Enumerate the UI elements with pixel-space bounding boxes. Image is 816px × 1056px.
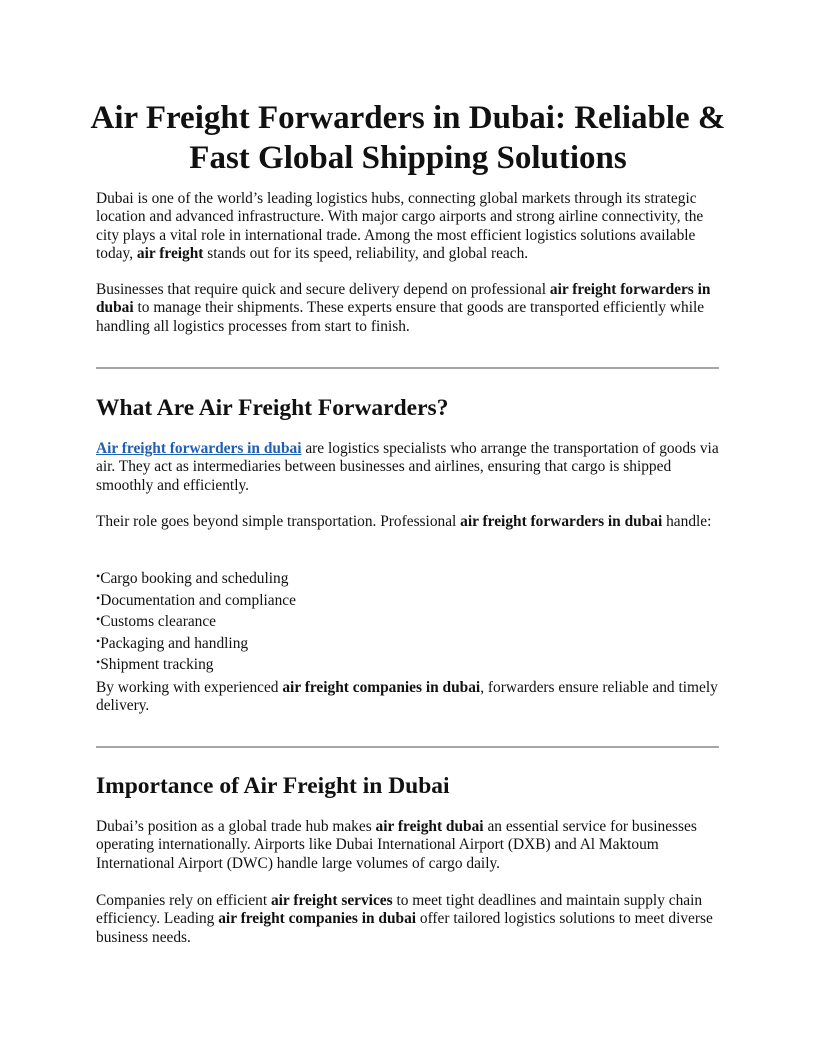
bold-term: air freight dubai bbox=[375, 818, 484, 835]
section1-paragraph-3 bbox=[96, 679, 726, 716]
list-item bbox=[96, 632, 296, 654]
section-divider bbox=[96, 746, 719, 748]
bullet-icon: • bbox=[96, 633, 101, 648]
bullet-icon: • bbox=[96, 612, 101, 626]
text-run: handle: bbox=[662, 513, 712, 530]
list-item-text: Customs clearance bbox=[100, 613, 217, 630]
text-run: an essential service for businesses operating internationally. Airports like Dubai International Airport (DXB) and Al Maktoum International Airport (DWC) handle large volumes of cargo daily. bbox=[96, 818, 697, 872]
bold-term: air freight forwarders in dubai bbox=[460, 513, 663, 530]
text-run: By working with experienced bbox=[96, 679, 283, 696]
text-run: offer tailored logistics solutions to meet diverse business needs. bbox=[96, 910, 713, 946]
list-item bbox=[96, 610, 296, 632]
bullet-icon: • bbox=[96, 569, 101, 583]
text-run: to manage their shipments. These experts ensure that goods are transported efficiently while handling all logistics processes from start to finish. bbox=[96, 299, 705, 335]
bold-term: air freight companies in dubai bbox=[282, 679, 481, 696]
list-item bbox=[96, 589, 296, 611]
bold-term: air freight services bbox=[270, 892, 393, 909]
text-run: Dubai is one of the world’s leading logistics hubs, connecting global markets through its strategic location and advanced infrastructure. With major cargo airports and strong airline connectivity, the city plays a vital role in international trade. Among the most efficient logistics solutions available today, bbox=[96, 190, 704, 262]
text-run: Businesses that require quick and secure delivery depend on professional bbox=[96, 281, 550, 298]
intro-paragraph-2 bbox=[96, 281, 726, 336]
section-heading-what-are: What Are Air Freight Forwarders? bbox=[96, 395, 449, 421]
text-run: Companies rely on efficient bbox=[96, 892, 271, 909]
section1-paragraph-2 bbox=[96, 513, 726, 531]
list-item-text: Packaging and handling bbox=[100, 634, 249, 652]
section2-paragraph-2 bbox=[96, 892, 726, 947]
section-heading-importance: Importance of Air Freight in Dubai bbox=[96, 773, 450, 799]
list-item bbox=[96, 653, 296, 675]
list-item-text: Documentation and compliance bbox=[100, 591, 296, 609]
text-run: stands out for its speed, reliability, and global reach. bbox=[203, 244, 529, 262]
text-run: to meet tight deadlines and maintain supply chain efficiency. Leading bbox=[96, 892, 703, 928]
intro-paragraph-1 bbox=[96, 190, 726, 263]
list-item-text: Shipment tracking bbox=[100, 656, 214, 673]
section2-paragraph-1 bbox=[96, 818, 726, 873]
text-run: Dubai’s position as a global trade hub makes bbox=[96, 818, 376, 835]
air-freight-forwarders-link[interactable]: Air freight forwarders in dubai bbox=[96, 440, 302, 457]
bold-term: air freight forwarders in dubai bbox=[96, 281, 711, 317]
bold-term: air freight companies in dubai bbox=[218, 910, 417, 928]
bold-term: air freight bbox=[136, 244, 204, 262]
section1-paragraph-1 bbox=[96, 440, 726, 495]
services-list bbox=[96, 567, 296, 675]
bullet-icon: • bbox=[96, 590, 101, 605]
text-run: Their role goes beyond simple transportation. Professional bbox=[96, 513, 461, 530]
text-run: , forwarders ensure reliable and timely delivery. bbox=[96, 679, 718, 715]
list-item bbox=[96, 567, 296, 589]
section-divider bbox=[96, 367, 719, 369]
page-title: Air Freight Forwarders in Dubai: Reliable & Fast Global Shipping Solutions bbox=[90, 100, 726, 176]
text-run: are logistics specialists who arrange the transportation of goods via air. They act as intermediaries between businesses and airlines, ensuring that cargo is shipped smoothly and efficiently. bbox=[96, 440, 719, 494]
bullet-icon: • bbox=[96, 655, 101, 669]
list-item-text: Cargo booking and scheduling bbox=[100, 570, 289, 587]
